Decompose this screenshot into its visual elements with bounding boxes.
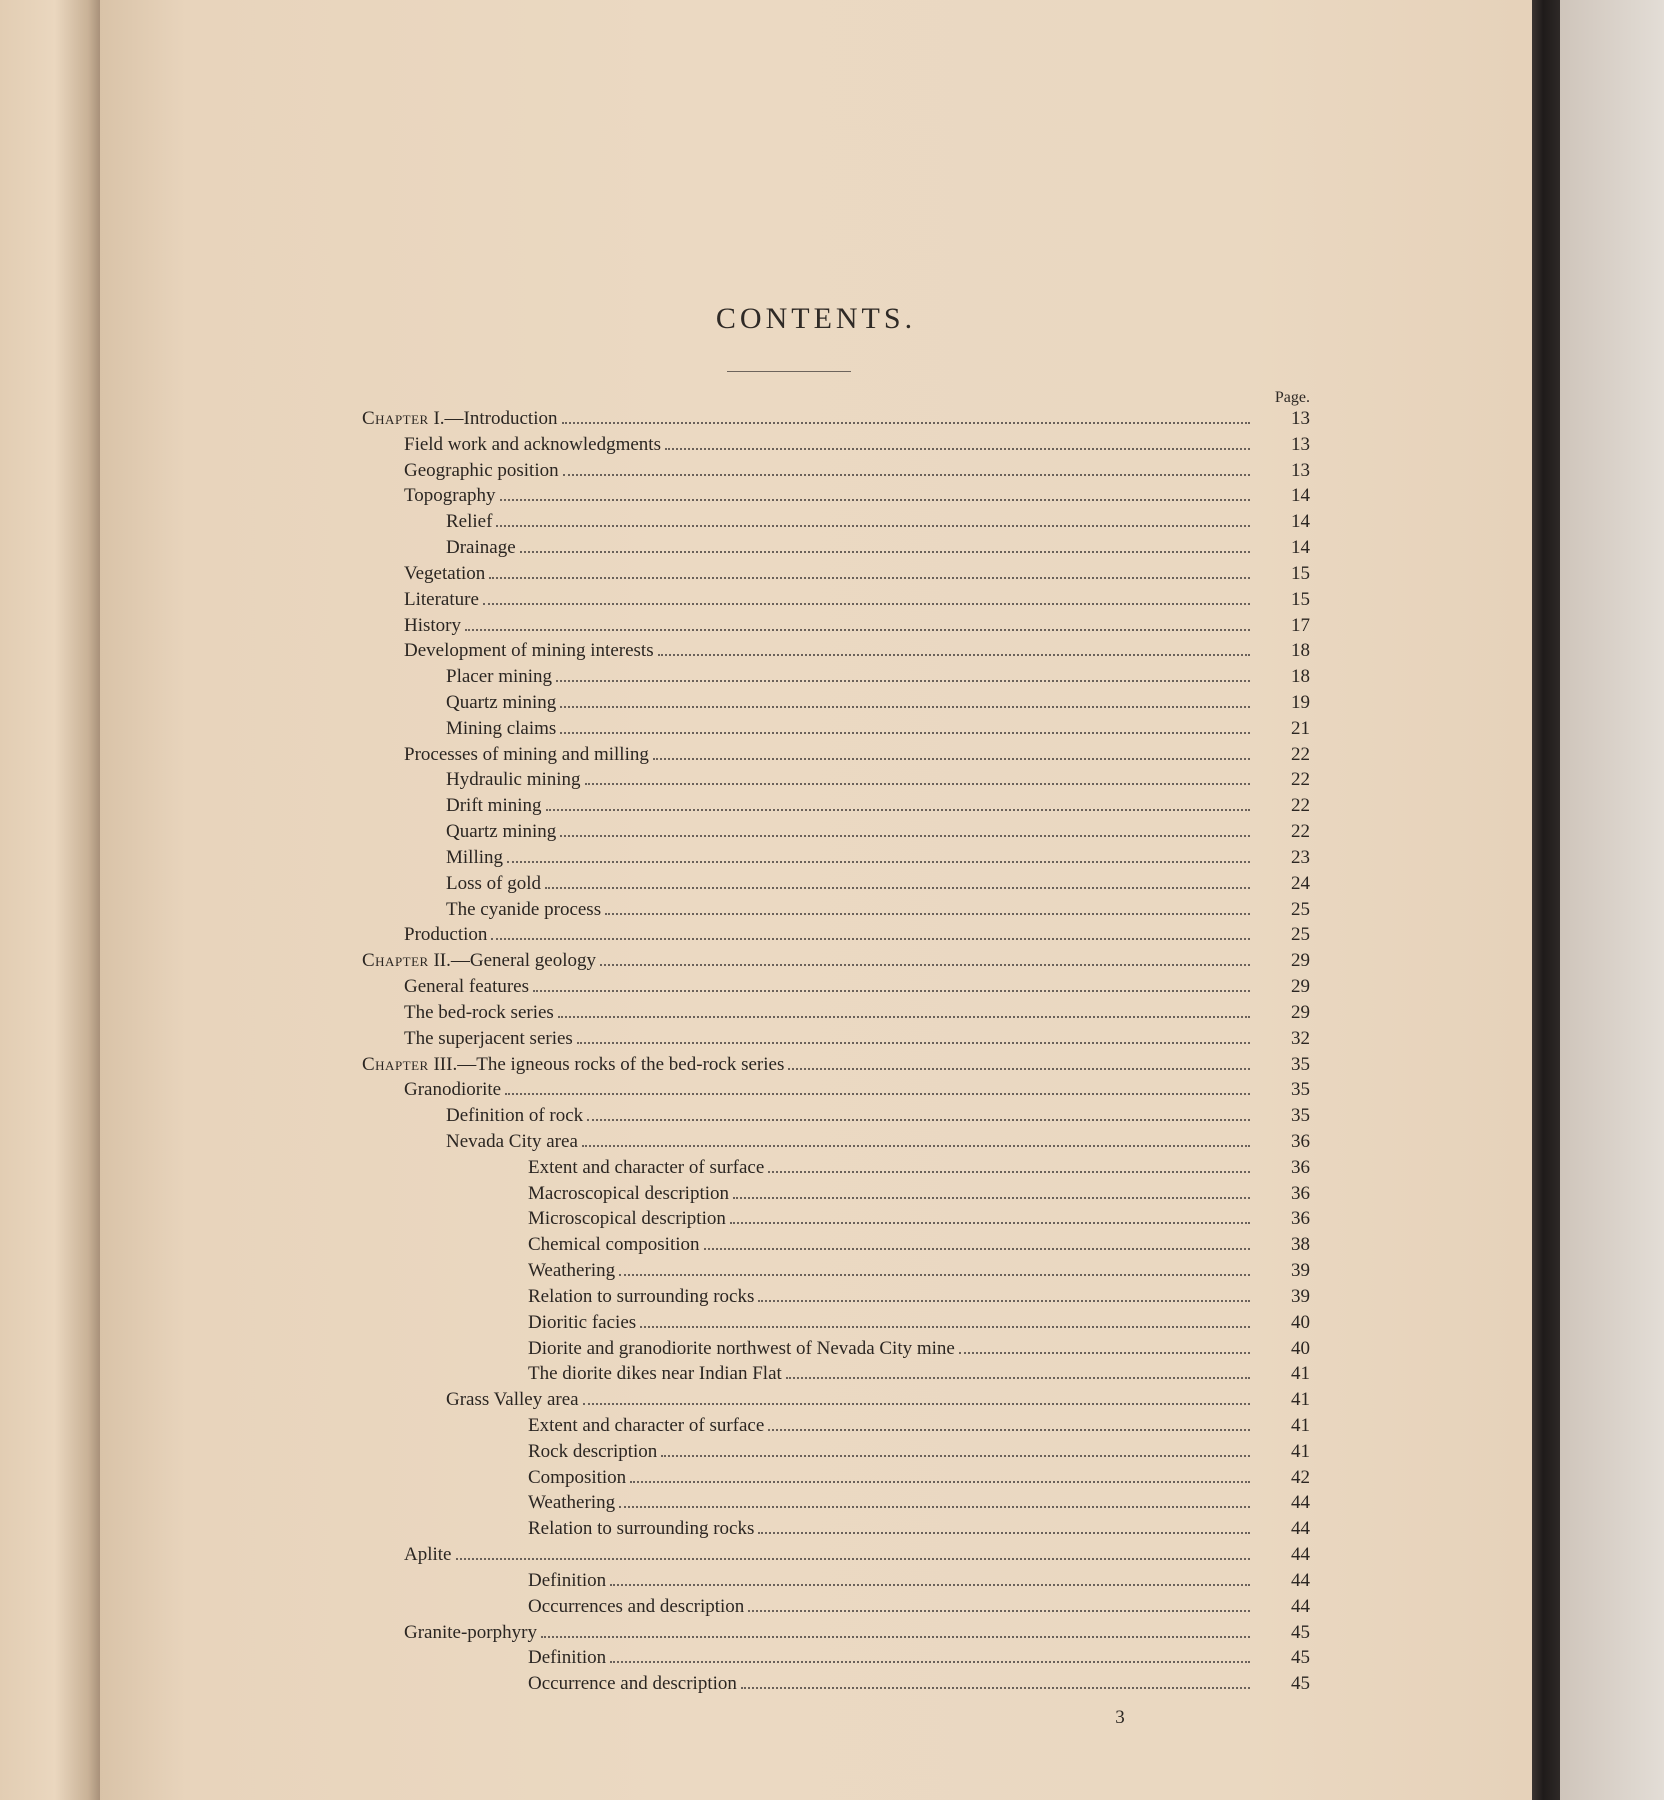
toc-entry [404, 1079, 1310, 1105]
toc-entry-text: Milling [446, 846, 504, 868]
chapter-prefix: Chapter [362, 1053, 429, 1075]
background [1560, 0, 1664, 1800]
toc-entry-title [404, 460, 563, 482]
toc-entry-text: Hydraulic mining [446, 769, 581, 791]
toc-entry-page: 35 [1291, 1105, 1310, 1127]
toc-entry-text: Definition [528, 1569, 607, 1591]
toc-entry-page: 13 [1291, 459, 1310, 481]
toc-entry-title [404, 1544, 456, 1566]
toc-entry-title [446, 769, 585, 791]
toc-entry-title [446, 666, 556, 688]
toc-entry-text: The cyanide process [446, 898, 602, 920]
toc-entry-text: Diorite and granodiorite northwest of Nevada City mine [528, 1337, 955, 1359]
toc-entry [528, 1415, 1310, 1441]
dot-leader [456, 1558, 1251, 1560]
toc-entry-title [446, 718, 560, 740]
toc-entry-title [404, 640, 658, 662]
dot-leader [563, 474, 1250, 476]
toc-entry-page: 22 [1291, 795, 1310, 817]
dot-leader [545, 887, 1250, 889]
toc-entry-text: General features [404, 976, 530, 998]
toc-entry [404, 434, 1310, 460]
toc-entry-text: Weathering [528, 1492, 616, 1514]
dot-leader [483, 603, 1250, 605]
toc-entry-title [446, 1105, 587, 1127]
toc-entry [528, 1234, 1310, 1260]
toc-entry-title [404, 1079, 505, 1101]
toc-entry-text: Aplite [404, 1544, 452, 1566]
dot-leader [560, 835, 1250, 837]
book-cover-edge [1532, 0, 1560, 1800]
toc-entry-page: 36 [1291, 1208, 1310, 1230]
toc-entry-title [528, 1183, 733, 1205]
toc-entry-page: 35 [1291, 1079, 1310, 1101]
toc-entry-page: 39 [1291, 1260, 1310, 1282]
dot-leader [959, 1352, 1250, 1354]
toc-entry-text: Geographic position [404, 459, 559, 481]
dot-leader [560, 732, 1250, 734]
toc-entry-title [528, 1467, 630, 1489]
toc-entry-text: Literature [404, 588, 479, 610]
toc-entry-text: Nevada City area [446, 1130, 578, 1152]
toc-entry-text: Relief [446, 511, 493, 533]
toc-entry-title [404, 589, 483, 611]
toc-entry-page: 42 [1291, 1466, 1310, 1488]
toc-entry-text: Composition [528, 1466, 627, 1488]
toc-entry-title [404, 976, 533, 998]
toc-entry-text: Drift mining [446, 795, 542, 817]
page-number: 3 [1115, 1707, 1125, 1728]
toc-entry [362, 1054, 1310, 1080]
toc-entry [528, 1570, 1310, 1596]
toc-entry-title [528, 1415, 768, 1437]
toc-entry [528, 1260, 1310, 1286]
toc-entry-page: 44 [1291, 1518, 1310, 1540]
page-title: CONTENTS. [715, 302, 917, 335]
toc-entry [404, 1622, 1310, 1648]
toc-entry [528, 1518, 1310, 1544]
toc-entry [446, 537, 1310, 563]
toc-entry-page: 45 [1291, 1647, 1310, 1669]
toc-entry-text: Dioritic facies [528, 1311, 637, 1333]
toc-entry [446, 1389, 1310, 1415]
dot-leader [500, 499, 1250, 501]
toc-entry [528, 1467, 1310, 1493]
toc-entry-page: 17 [1291, 614, 1310, 636]
toc-entry [404, 485, 1310, 511]
toc-entry [446, 769, 1310, 795]
toc-entry-text: Placer mining [446, 666, 553, 688]
dot-leader [661, 1455, 1250, 1457]
toc-entry-text: Development of mining interests [404, 640, 654, 662]
toc-entry-page: 41 [1291, 1389, 1310, 1411]
toc-entry-page: 22 [1291, 743, 1310, 765]
toc-entry-title [404, 1622, 541, 1644]
toc-entry-page: 29 [1291, 976, 1310, 998]
dot-leader [491, 938, 1250, 940]
toc-entry-page: 32 [1291, 1027, 1310, 1049]
toc-entry-title [528, 1157, 768, 1179]
toc-entry-title [528, 1647, 610, 1669]
toc-entry-page: 18 [1291, 640, 1310, 662]
dot-leader [465, 629, 1250, 631]
dot-leader [582, 1145, 1250, 1147]
toc-entry-text: Extent and character of surface [528, 1156, 765, 1178]
toc-entry-text: III.—The igneous rocks of the bed-rock series [428, 1053, 785, 1075]
contents-page [100, 0, 1532, 1800]
toc-entry-text: Granite-porphyry [404, 1621, 537, 1643]
toc-entry-page: 44 [1291, 1569, 1310, 1591]
toc-entry-page: 23 [1291, 846, 1310, 868]
toc-entry-text: Definition of rock [446, 1105, 584, 1127]
toc-entry-page: 41 [1291, 1414, 1310, 1436]
dot-leader [507, 861, 1250, 863]
toc-entry [446, 692, 1310, 718]
toc-entry-title [404, 485, 500, 507]
toc-entry-text: Production [404, 924, 488, 946]
toc-entry-title [528, 1260, 619, 1282]
dot-leader [788, 1068, 1250, 1070]
toc-entry-page: 41 [1291, 1363, 1310, 1385]
left-page [0, 0, 100, 1800]
toc-entry-text: Vegetation [404, 562, 486, 584]
toc-entry-page: 44 [1291, 1595, 1310, 1617]
dot-leader [587, 1119, 1250, 1121]
dot-leader [520, 551, 1250, 553]
toc-entry-page: 38 [1291, 1234, 1310, 1256]
toc-entry-page: 22 [1291, 821, 1310, 843]
toc-entry [528, 1312, 1310, 1338]
toc-entry-text: Processes of mining and milling [404, 743, 649, 765]
toc-entry [528, 1338, 1310, 1364]
toc-entry-title [404, 744, 653, 766]
toc-entry [528, 1596, 1310, 1622]
dot-leader [786, 1377, 1250, 1379]
toc-entry [528, 1183, 1310, 1209]
toc-entry-title [528, 1208, 730, 1230]
toc-entry [446, 666, 1310, 692]
toc-entry-text: Quartz mining [446, 821, 557, 843]
dot-leader [583, 1403, 1250, 1405]
dot-leader [496, 525, 1250, 527]
toc-entry-title [446, 795, 546, 817]
title-rule [727, 371, 851, 372]
toc-entry-title [446, 537, 520, 559]
toc-entry-text: Weathering [528, 1260, 616, 1282]
toc-entry [404, 1002, 1310, 1028]
toc-entry-text: Field work and acknowledgments [404, 433, 661, 455]
toc-entry [404, 976, 1310, 1002]
toc-entry [446, 821, 1310, 847]
toc-entry [528, 1492, 1310, 1518]
toc-entry-title [404, 924, 491, 946]
toc-entry-page: 40 [1291, 1311, 1310, 1333]
toc-entry-title [528, 1286, 758, 1308]
toc-entry-page: 36 [1291, 1182, 1310, 1204]
dot-leader [768, 1429, 1250, 1431]
toc-entry-page: 44 [1291, 1544, 1310, 1566]
dot-leader [558, 1016, 1250, 1018]
dot-leader [546, 809, 1250, 811]
toc-entry-page: 15 [1291, 588, 1310, 610]
dot-leader [489, 577, 1250, 579]
dot-leader [619, 1506, 1250, 1508]
dot-leader [658, 654, 1250, 656]
toc-entry [446, 1131, 1310, 1157]
toc-entry [446, 795, 1310, 821]
dot-leader [577, 1042, 1250, 1044]
toc-entry-page: 36 [1291, 1130, 1310, 1152]
toc-entry-page: 35 [1291, 1053, 1310, 1075]
dot-leader [505, 1093, 1250, 1095]
toc-entry-title [528, 1492, 619, 1514]
toc-entry-text: The bed-rock series [404, 1001, 554, 1023]
dot-leader [605, 913, 1250, 915]
toc-entry-text: Occurrence and description [528, 1673, 737, 1695]
dot-leader [748, 1610, 1250, 1612]
toc-entry-text: Quartz mining [446, 692, 557, 714]
toc-entry-title [528, 1363, 786, 1385]
toc-entry-title [528, 1234, 704, 1256]
toc-entry-text: Mining claims [446, 717, 557, 739]
toc-entry-title [446, 1131, 582, 1153]
toc-entry-text: Occurrences and description [528, 1595, 745, 1617]
toc-entry-page: 14 [1291, 537, 1310, 559]
dot-leader [665, 448, 1250, 450]
toc-entry-title [404, 434, 665, 456]
toc-entry [362, 950, 1310, 976]
toc-entry-text: Microscopical description [528, 1208, 726, 1230]
toc-entry-page: 22 [1291, 769, 1310, 791]
toc-entry-text: Loss of gold [446, 872, 541, 894]
toc-entry-title [404, 615, 465, 637]
toc-entry-title [528, 1518, 758, 1540]
toc-entry-text: Topography [404, 485, 496, 507]
toc-entry-page: 21 [1291, 717, 1310, 739]
toc-entry-title [528, 1338, 959, 1360]
toc-entry-page: 45 [1291, 1673, 1310, 1695]
page-column-header: Page. [1274, 389, 1310, 406]
toc-entry-page: 41 [1291, 1440, 1310, 1462]
toc-entry-title [446, 1389, 583, 1411]
toc-entry [446, 718, 1310, 744]
dot-leader [585, 783, 1250, 785]
toc-entry [404, 924, 1310, 950]
dot-leader [741, 1687, 1250, 1689]
toc-entry-title [446, 847, 507, 869]
toc-entry-title [528, 1570, 610, 1592]
toc-entry-text: Granodiorite [404, 1079, 502, 1101]
toc-entry [404, 640, 1310, 666]
toc-entry-page: 19 [1291, 692, 1310, 714]
toc-entry-title [446, 511, 496, 533]
dot-leader [600, 964, 1250, 966]
toc-entry-page: 25 [1291, 898, 1310, 920]
toc-entry-title [528, 1312, 640, 1334]
toc-entry-title [404, 563, 489, 585]
chapter-prefix: Chapter [362, 950, 429, 972]
toc-entry [528, 1441, 1310, 1467]
dot-leader [533, 990, 1250, 992]
toc-entry-text: Chemical composition [528, 1234, 700, 1256]
toc-entry-page: 29 [1291, 1001, 1310, 1023]
dot-leader [562, 422, 1251, 424]
dot-leader [630, 1481, 1250, 1483]
toc-entry-title [528, 1596, 748, 1618]
toc-entry-page: 24 [1291, 872, 1310, 894]
toc-entry-text: History [404, 614, 461, 636]
dot-leader [610, 1661, 1250, 1663]
toc-entry-text: Drainage [446, 537, 516, 559]
toc-entry-title [528, 1441, 661, 1463]
dot-leader [541, 1636, 1250, 1638]
dot-leader [619, 1274, 1250, 1276]
toc-entry-text: I.—Introduction [428, 408, 558, 429]
dot-leader [653, 758, 1250, 760]
toc-entry [404, 460, 1310, 486]
toc-entry-page: 18 [1291, 666, 1310, 688]
toc-entry [404, 1028, 1310, 1054]
toc-entry-page: 15 [1291, 562, 1310, 584]
toc-entry-text: Grass Valley area [446, 1389, 579, 1411]
toc-entry-title [404, 1028, 577, 1050]
dot-leader [768, 1171, 1250, 1173]
chapter-prefix: Chapter [362, 408, 429, 429]
toc-entry [446, 873, 1310, 899]
toc-entry [404, 1544, 1310, 1570]
toc-entry [446, 847, 1310, 873]
toc-entry-page: 39 [1291, 1285, 1310, 1307]
toc-entry [362, 408, 1310, 434]
toc-entry-text: Relation to surrounding rocks [528, 1285, 755, 1307]
toc-entry-page: 25 [1291, 924, 1310, 946]
dot-leader [640, 1326, 1250, 1328]
toc-entry [528, 1157, 1310, 1183]
toc-entry [528, 1286, 1310, 1312]
toc-entry [404, 615, 1310, 641]
toc-entry-page: 14 [1291, 511, 1310, 533]
dot-leader [758, 1532, 1250, 1534]
toc-entry-page: 14 [1291, 485, 1310, 507]
toc-entry-text: Extent and character of surface [528, 1414, 765, 1436]
toc-entry-page: 13 [1291, 433, 1310, 455]
toc-entry-page: 45 [1291, 1621, 1310, 1643]
toc-entry-text: Relation to surrounding rocks [528, 1518, 755, 1540]
dot-leader [560, 706, 1250, 708]
toc-entry-text: The diorite dikes near Indian Flat [528, 1363, 782, 1385]
toc-entry [528, 1673, 1310, 1699]
toc-entry-page: 13 [1291, 408, 1310, 429]
toc-entry-title [528, 1673, 741, 1695]
toc-entry [446, 511, 1310, 537]
dot-leader [610, 1584, 1250, 1586]
toc-entry [404, 563, 1310, 589]
dot-leader [730, 1222, 1250, 1224]
toc-entry-title [362, 950, 600, 972]
toc-entry-page: 29 [1291, 950, 1310, 972]
toc-entry [446, 899, 1310, 925]
toc-entry-title [362, 1054, 788, 1076]
toc-entry [528, 1208, 1310, 1234]
toc-entry-title [446, 873, 545, 895]
toc-entry-text: II.—General geology [428, 950, 596, 972]
toc-entry-title [362, 408, 562, 430]
toc-entry [446, 1105, 1310, 1131]
toc-entry-title [446, 821, 560, 843]
toc-entry [528, 1647, 1310, 1673]
dot-leader [704, 1248, 1250, 1250]
dot-leader [758, 1300, 1250, 1302]
toc-entry [404, 589, 1310, 615]
toc-entry-text: The superjacent series [404, 1027, 573, 1049]
toc-entry-text: Definition [528, 1647, 607, 1669]
dot-leader [733, 1197, 1250, 1199]
toc-entry [404, 744, 1310, 770]
toc-entry-page: 44 [1291, 1492, 1310, 1514]
toc-entry-page: 36 [1291, 1156, 1310, 1178]
toc-entry-title [446, 899, 605, 921]
toc-entry-title [404, 1002, 558, 1024]
toc-entry [528, 1363, 1310, 1389]
toc-entry-page: 40 [1291, 1337, 1310, 1359]
toc-entry-title [446, 692, 560, 714]
dot-leader [556, 680, 1250, 682]
toc-entry-text: Rock description [528, 1440, 658, 1462]
toc-entry-text: Macroscopical description [528, 1182, 730, 1204]
